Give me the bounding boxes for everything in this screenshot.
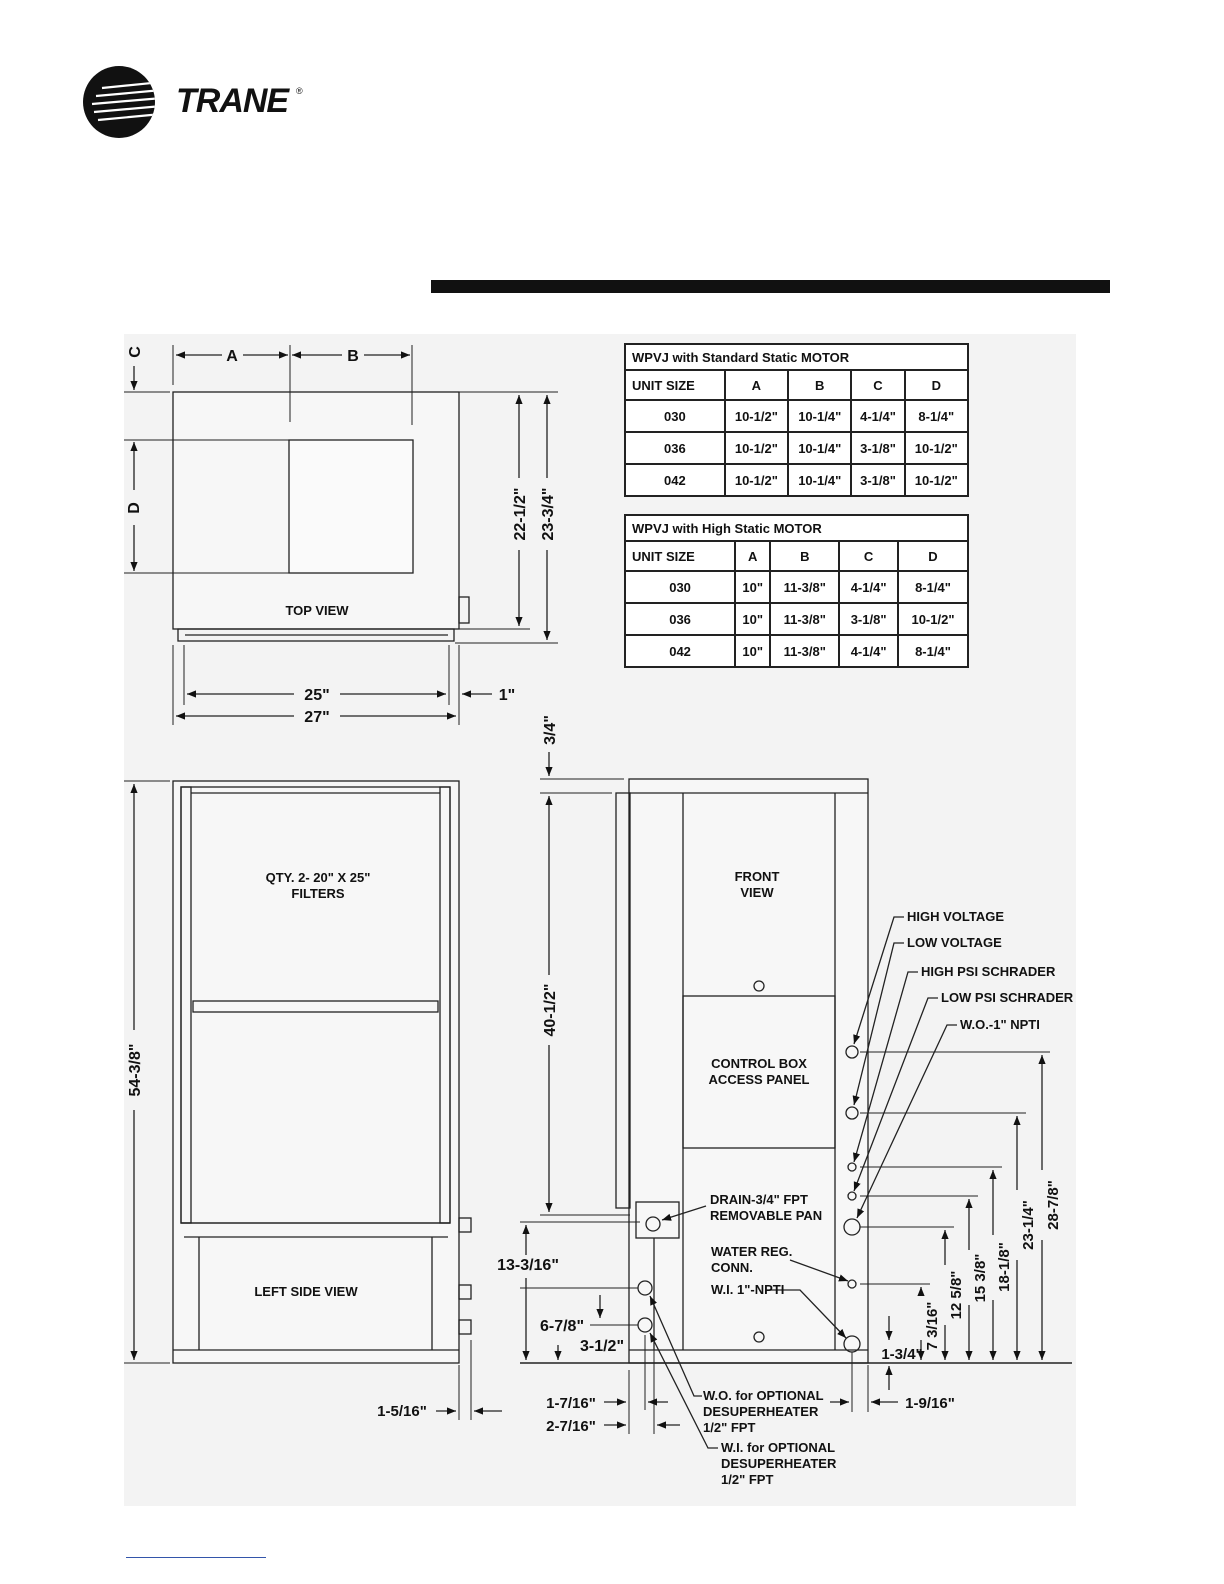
column-header: D: [898, 541, 968, 571]
table-cell: 3-1/8": [839, 603, 898, 635]
table-title: WPVJ with High Static MOTOR: [625, 515, 968, 541]
dim-15-3-8: 15 3/8": [972, 1253, 989, 1303]
column-header: C: [839, 541, 898, 571]
control-box-label-2: ACCESS PANEL: [708, 1072, 810, 1087]
dim-d-label: D: [126, 502, 143, 514]
callout-wi-desup-1: W.I. for OPTIONAL: [721, 1440, 836, 1455]
callout-wo-desup-3: 1/2" FPT: [703, 1420, 756, 1435]
bottom-offset-dim: 1-5/16": [377, 1403, 427, 1420]
table-title: WPVJ with Standard Static MOTOR: [625, 344, 968, 370]
table-cell: 3-1/8": [851, 432, 904, 464]
table-cell: 10-1/4": [788, 400, 851, 432]
table-cell: 8-1/4": [898, 635, 968, 667]
wo-desup-height-dim: 6-7/8": [539, 1318, 585, 1335]
column-header: C: [851, 370, 904, 400]
offset-dim: 1": [498, 687, 516, 704]
table-cell: 10-1/4": [788, 464, 851, 496]
top-view-label: TOP VIEW: [285, 603, 349, 618]
table-cell: 042: [625, 635, 735, 667]
callout-high-voltage: HIGH VOLTAGE: [907, 909, 1005, 924]
callout-wi-desup-2: DESUPERHEATER: [721, 1456, 837, 1471]
column-header: B: [788, 370, 851, 400]
callout-high-psi: HIGH PSI SCHRADER: [921, 964, 1056, 979]
desup-x1-dim: 1-7/16": [546, 1395, 596, 1412]
column-header: D: [905, 370, 968, 400]
column-header: A: [725, 370, 788, 400]
registered-mark: ®: [296, 86, 303, 96]
callout-low-psi: LOW PSI SCHRADER: [941, 990, 1074, 1005]
desup-x2-dim: 2-7/16": [546, 1418, 596, 1435]
wi-x-dim: 1-9/16": [905, 1395, 955, 1412]
overall-height-dim: 54-3/8": [127, 1043, 144, 1097]
left-side-view-label: LEFT SIDE VIEW: [254, 1284, 358, 1299]
callout-drain-2: REMOVABLE PAN: [710, 1208, 823, 1223]
table-cell: 11-3/8": [770, 603, 839, 635]
table-cell: 10-1/2": [905, 432, 968, 464]
filters-line-1: QTY. 2- 20" X 25": [265, 870, 371, 885]
dim-7-3-16: 7 3/16": [924, 1301, 941, 1351]
panel-height-dim: 40-1/2": [542, 983, 559, 1037]
dim-b-label: B: [347, 348, 359, 365]
callout-low-voltage: LOW VOLTAGE: [907, 935, 1002, 950]
wi-desup-height-dim: 3-1/2": [579, 1338, 625, 1355]
callout-wo: W.O.-1" NPTI: [960, 1017, 1040, 1032]
wi-height-dim: 1-3/4": [881, 1346, 923, 1363]
table-cell: 042: [625, 464, 725, 496]
height-inner-dim: 22-1/2": [512, 487, 529, 541]
table-cell: 8-1/4": [905, 400, 968, 432]
dim-28-7-8: 28-7/8": [1045, 1180, 1062, 1230]
filters-line-2: FILTERS: [291, 886, 345, 901]
dim-12-5-8: 12 5/8": [948, 1270, 965, 1320]
width-inner-dim: 25": [304, 687, 330, 704]
column-header: B: [770, 541, 839, 571]
brand-name: TRANE: [176, 82, 289, 120]
table-cell: 3-1/8": [851, 464, 904, 496]
table-cell: 036: [625, 432, 725, 464]
callout-drain-1: DRAIN-3/4" FPT: [710, 1192, 808, 1207]
table-cell: 10-1/2": [725, 432, 788, 464]
table-cell: 10-1/2": [905, 464, 968, 496]
dim-18-1-8: 18-1/8": [996, 1242, 1013, 1292]
top-offset-dim: 3/4": [542, 715, 559, 745]
control-box-label-1: CONTROL BOX: [711, 1056, 807, 1071]
table-cell: 4-1/4": [851, 400, 904, 432]
column-header: UNIT SIZE: [625, 370, 725, 400]
table-cell: 8-1/4": [898, 571, 968, 603]
dim-c-label: C: [127, 346, 144, 358]
dim-a-label: A: [226, 348, 238, 365]
table-cell: 10": [735, 635, 770, 667]
table-cell: 10-1/4": [788, 432, 851, 464]
table-cell: 10": [735, 603, 770, 635]
callout-wi: W.I. 1"-NPTI: [711, 1282, 785, 1297]
dim-23-1-4: 23-1/4": [1020, 1200, 1037, 1250]
footer-link-line: [126, 1557, 266, 1558]
callout-water-reg-2: CONN.: [711, 1260, 753, 1275]
table-cell: 030: [625, 571, 735, 603]
drain-height-dim: 13-3/16": [497, 1257, 559, 1274]
front-view-label-1: FRONT: [734, 869, 780, 884]
table-cell: 030: [625, 400, 725, 432]
callout-wi-desup-3: 1/2" FPT: [721, 1472, 774, 1487]
callout-water-reg-1: WATER REG.: [711, 1244, 793, 1259]
width-outer-dim: 27": [304, 709, 330, 726]
table-cell: 4-1/4": [839, 635, 898, 667]
table-cell: 11-3/8": [770, 571, 839, 603]
table-cell: 10-1/2": [725, 400, 788, 432]
table-cell: 10-1/2": [725, 464, 788, 496]
height-outer-dim: 23-3/4": [540, 487, 557, 541]
column-header: A: [735, 541, 770, 571]
column-header: UNIT SIZE: [625, 541, 735, 571]
callout-wo-desup-2: DESUPERHEATER: [703, 1404, 819, 1419]
table-cell: 11-3/8": [770, 635, 839, 667]
front-view-label-2: VIEW: [740, 885, 774, 900]
table-cell: 10": [735, 571, 770, 603]
table-cell: 036: [625, 603, 735, 635]
callout-wo-desup-1: W.O. for OPTIONAL: [703, 1388, 824, 1403]
top-view: [124, 345, 558, 725]
table-cell: 10-1/2": [898, 603, 968, 635]
table-cell: 4-1/4": [839, 571, 898, 603]
